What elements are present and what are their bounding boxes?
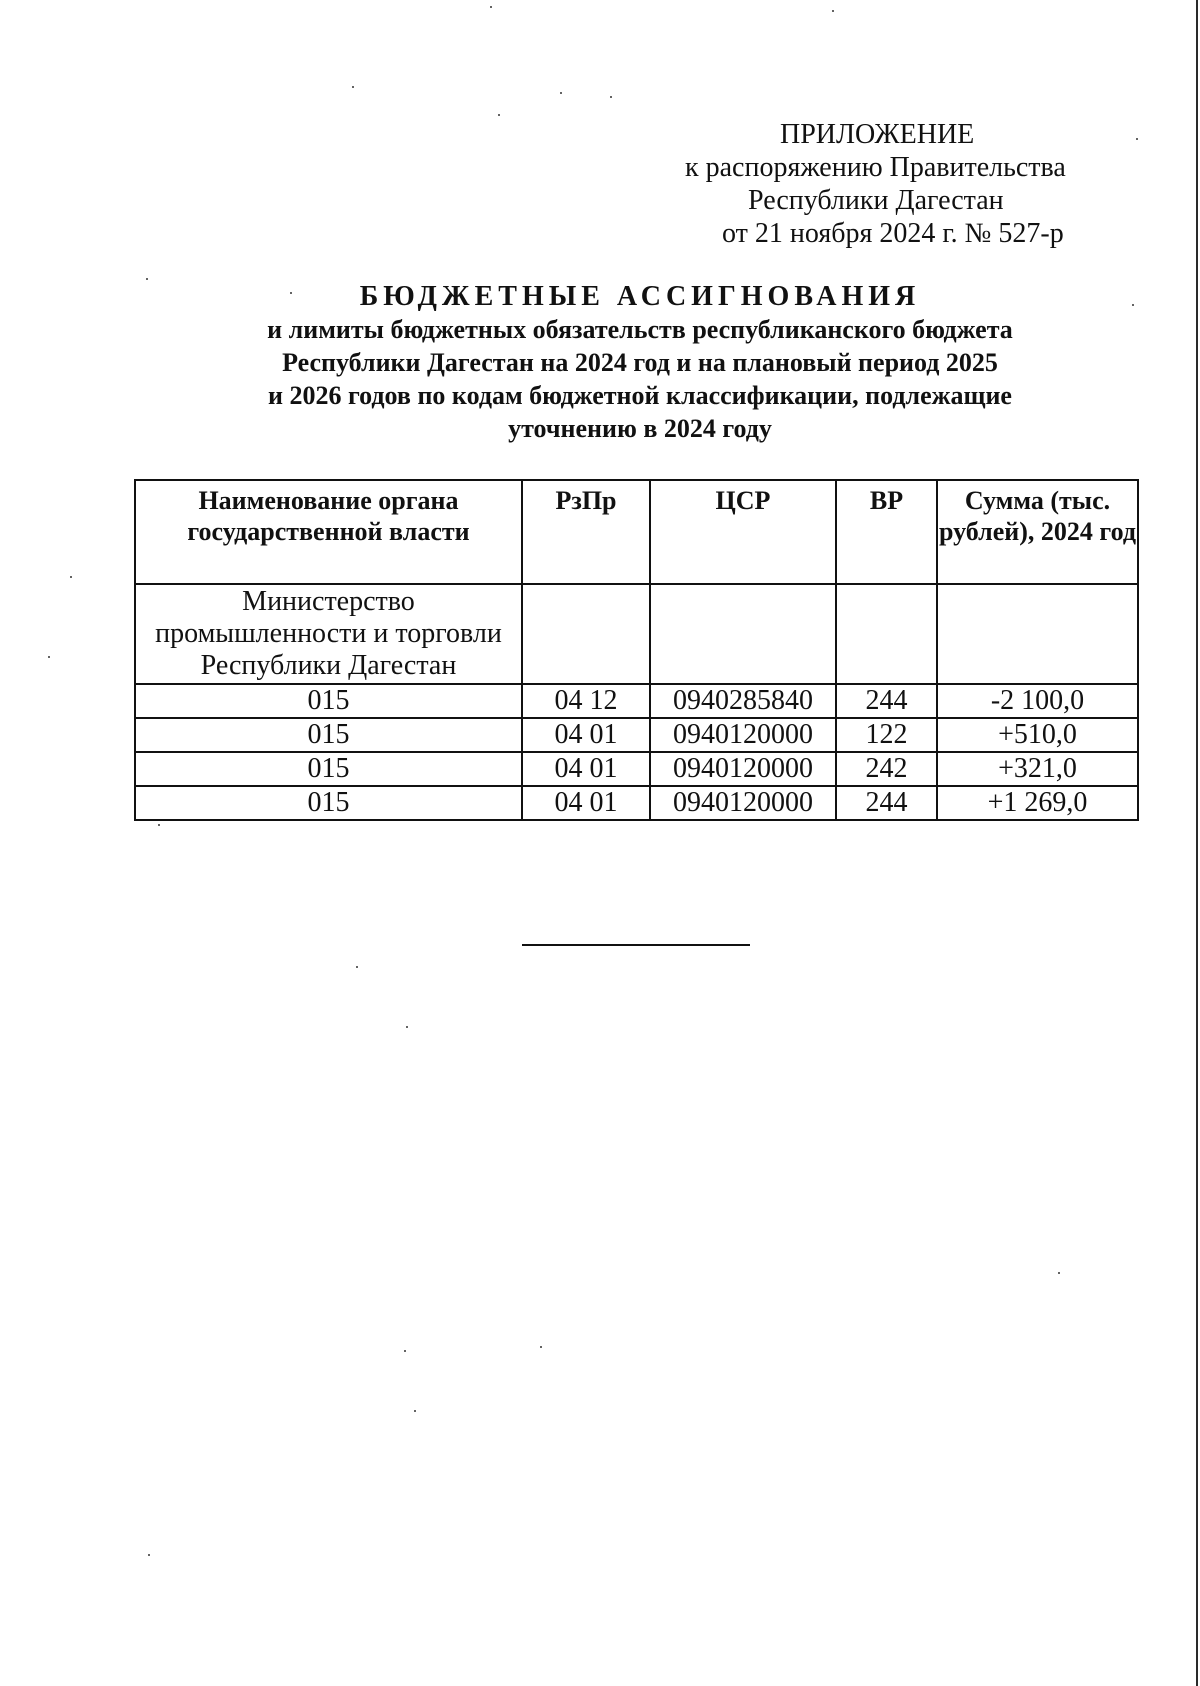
annex-date-number: от 21 ноября 2024 г. № 527-р	[722, 218, 1064, 249]
header-vr: ВР	[836, 480, 937, 584]
title-main: БЮДЖЕТНЫЕ АССИГНОВАНИЯ	[359, 281, 921, 312]
header-csr: ЦСР	[650, 480, 836, 584]
scan-speck	[290, 292, 292, 294]
title-line-5: уточнению в 2024 году	[508, 414, 772, 443]
cell-csr: 0940120000	[650, 752, 836, 786]
budget-table	[134, 479, 1139, 821]
scan-speck	[414, 1410, 416, 1412]
scan-speck	[146, 278, 148, 280]
annex-header	[640, 118, 1110, 250]
ministry-vr-empty	[836, 584, 937, 684]
closing-rule	[522, 944, 750, 946]
header-rzpr: РзПр	[522, 480, 650, 584]
ministry-csr-empty	[650, 584, 836, 684]
scan-edge-line	[1196, 0, 1198, 1686]
cell-sum: -2 100,0	[937, 684, 1138, 718]
cell-sum: +1 269,0	[937, 786, 1138, 820]
scan-speck	[48, 656, 50, 658]
cell-rzpr: 04 01	[522, 786, 650, 820]
table-row	[135, 718, 1138, 752]
scan-speck	[406, 1026, 408, 1028]
cell-sum: +321,0	[937, 752, 1138, 786]
cell-csr: 0940120000	[650, 786, 836, 820]
document-title	[160, 280, 1120, 445]
cell-csr: 0940120000	[650, 718, 836, 752]
title-line-3: Республики Дагестан на 2024 год и на плановый период 2025	[282, 348, 998, 377]
scan-speck	[490, 6, 492, 8]
cell-vr: 122	[836, 718, 937, 752]
scan-speck	[158, 824, 160, 826]
header-org: Наименование органа государственной власти	[135, 480, 522, 584]
annex-reference: к распоряжению Правительства	[685, 152, 1066, 183]
scan-speck	[148, 1554, 150, 1556]
scan-speck	[404, 1350, 406, 1352]
cell-csr: 0940285840	[650, 684, 836, 718]
ministry-row	[135, 584, 1138, 684]
scan-speck	[1136, 138, 1138, 140]
cell-rzpr: 04 12	[522, 684, 650, 718]
scan-speck	[1058, 1272, 1060, 1274]
scan-speck	[498, 114, 500, 116]
scan-speck	[560, 92, 562, 94]
table-row	[135, 752, 1138, 786]
scan-speck	[356, 966, 358, 968]
cell-sum: +510,0	[937, 718, 1138, 752]
scan-speck	[70, 576, 72, 578]
cell-org: 015	[135, 718, 522, 752]
cell-rzpr: 04 01	[522, 752, 650, 786]
cell-org: 015	[135, 752, 522, 786]
annex-title: ПРИЛОЖЕНИЕ	[780, 119, 975, 150]
table-row	[135, 684, 1138, 718]
table-row	[135, 786, 1138, 820]
scan-speck	[352, 86, 354, 88]
scan-speck	[610, 96, 612, 98]
ministry-sum-empty	[937, 584, 1138, 684]
cell-vr: 244	[836, 786, 937, 820]
table-header-row	[135, 480, 1138, 584]
ministry-name: Министерство промышленности и торговли Республики Дагестан	[135, 584, 522, 684]
scan-speck	[1132, 304, 1134, 306]
title-line-4: и 2026 годов по кодам бюджетной классификации, подлежащие	[268, 381, 1012, 410]
scan-speck	[540, 1346, 542, 1348]
ministry-rz-empty	[522, 584, 650, 684]
cell-rzpr: 04 01	[522, 718, 650, 752]
cell-vr: 244	[836, 684, 937, 718]
cell-vr: 242	[836, 752, 937, 786]
scan-speck	[832, 10, 834, 12]
cell-org: 015	[135, 684, 522, 718]
annex-republic: Республики Дагестан	[748, 185, 1004, 216]
cell-org: 015	[135, 786, 522, 820]
header-sum: Сумма (тыс. рублей), 2024 год	[937, 480, 1138, 584]
title-line-2: и лимиты бюджетных обязательств республиканского бюджета	[267, 315, 1013, 344]
